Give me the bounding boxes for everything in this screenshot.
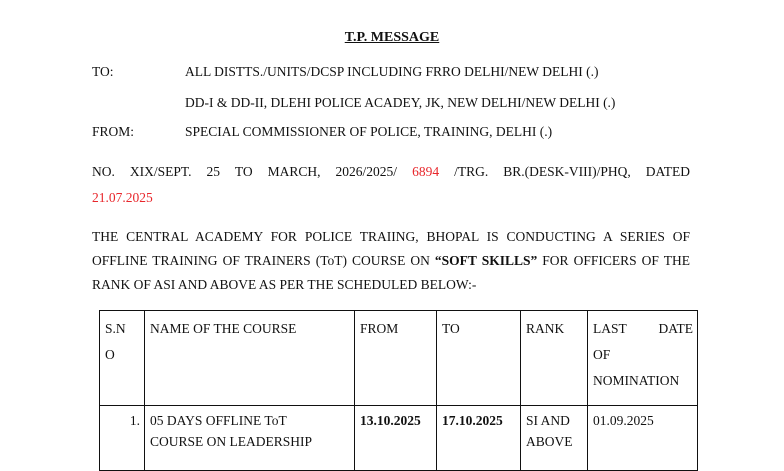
header-date-word: DATE bbox=[658, 321, 693, 336]
header-sno-line-2: O bbox=[105, 347, 115, 362]
body-line-2 bbox=[92, 253, 690, 269]
header-rank: RANK bbox=[521, 311, 588, 406]
body-line-3: RANK OF ASI AND ABOVE AS PER THE SCHEDULED BELOW:- bbox=[92, 277, 477, 292]
header-last-word: LAST bbox=[593, 321, 627, 336]
header-from: FROM bbox=[355, 311, 437, 406]
header-nomination-word: NOMINATION bbox=[593, 373, 680, 388]
schedule-table bbox=[99, 310, 698, 471]
header-sno bbox=[100, 311, 145, 406]
to-label: TO: bbox=[92, 64, 114, 79]
header-course: NAME OF THE COURSE bbox=[145, 311, 355, 406]
reference-prefix: NO. XIX/SEPT. 25 TO MARCH, 2026/2025/ bbox=[92, 164, 398, 179]
row-to-date: 17.10.2025 bbox=[437, 406, 521, 471]
table-row bbox=[100, 406, 698, 471]
reference-suffix: /TRG. BR.(DESK-VIII)/PHQ, DATED bbox=[454, 164, 691, 179]
from-value: SPECIAL COMMISSIONER OF POLICE, TRAINING, DELHI (.) bbox=[185, 124, 553, 139]
header-to: TO bbox=[437, 311, 521, 406]
body-line-1: THE CENTRAL ACADEMY FOR POLICE TRAIING, BHOPAL IS CONDUCTING A SERIES OF bbox=[92, 229, 690, 244]
row-rank-line-1: SI AND bbox=[526, 413, 570, 428]
row-course-line-2: COURSE ON LEADERSHIP bbox=[150, 434, 313, 449]
body-line-2-text-b: FOR OFFICERS OF THE bbox=[537, 253, 690, 268]
reference-date: 21.07.2025 bbox=[92, 190, 153, 205]
to-line-2: DD-I & DD-II, DLEHI POLICE ACADEY, JK, NEW DELHI/NEW DELHI (.) bbox=[185, 95, 616, 110]
header-last-date bbox=[588, 311, 698, 406]
header-sno-line-1: S.N bbox=[105, 321, 126, 336]
body-line-2-text-a: OFFLINE TRAINING OF TRAINERS (ToT) COURSE ON bbox=[92, 253, 435, 268]
from-label: FROM: bbox=[92, 124, 135, 139]
row-course-line-1: 05 DAYS OFFLINE ToT bbox=[150, 413, 287, 428]
reference-line bbox=[92, 164, 690, 180]
row-from-date: 13.10.2025 bbox=[355, 406, 437, 471]
table-header-row bbox=[100, 311, 698, 406]
row-rank-line-2: ABOVE bbox=[526, 434, 573, 449]
row-last-date: 01.09.2025 bbox=[588, 406, 698, 471]
header-last-date-line-1 bbox=[593, 316, 693, 342]
page-title: T.P. MESSAGE bbox=[344, 30, 440, 45]
to-line-1: ALL DISTTS./UNITS/DCSP INCLUDING FRRO DELHI/NEW DELHI (.) bbox=[185, 64, 599, 79]
row-course bbox=[145, 406, 355, 471]
reference-number: 6894 bbox=[412, 164, 440, 179]
row-rank bbox=[521, 406, 588, 471]
row-sno: 1. bbox=[100, 406, 145, 471]
course-subject: “SOFT SKILLS” bbox=[434, 253, 538, 268]
header-of-word: OF bbox=[593, 347, 611, 362]
